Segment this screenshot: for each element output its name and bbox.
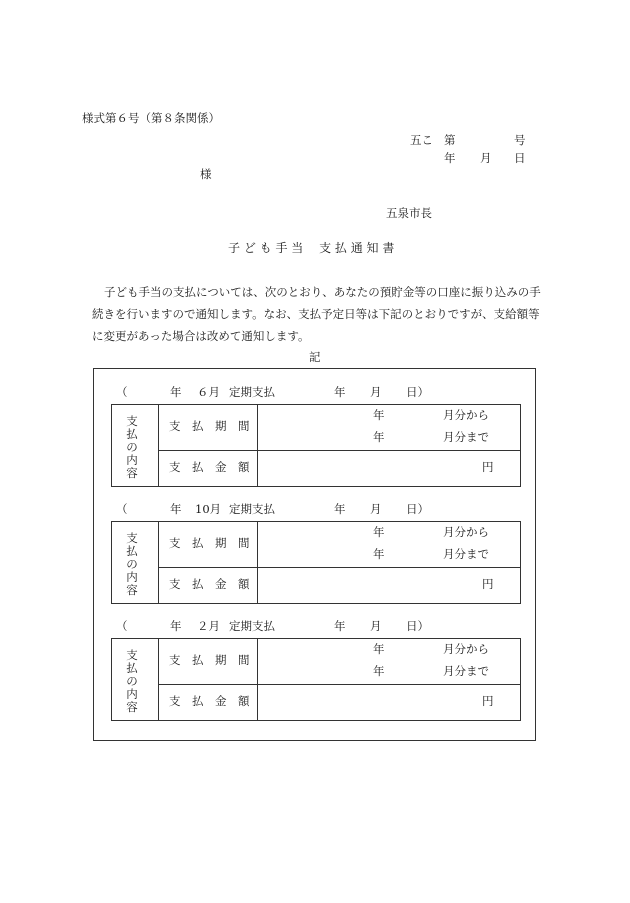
year-label: 年: [170, 619, 182, 633]
date-day-label: 日: [514, 151, 526, 165]
table-divider: [257, 522, 258, 603]
month-label: ６月: [197, 385, 220, 399]
table-divider: [159, 684, 520, 685]
table-divider: [158, 522, 159, 603]
vertical-content-label: 支払の内容: [126, 414, 138, 480]
payment-detail-table: [111, 638, 521, 721]
payment-period-label: 支 払 期 間: [169, 536, 250, 550]
document-title: 子 ど も 手 当 支 払 通 知 書: [228, 241, 395, 255]
body-line-3: に変更があった場合は改めて通知します。: [92, 329, 310, 343]
month-label: 10月: [195, 502, 222, 516]
addressee-suffix: 様: [200, 167, 212, 181]
to-month-label: 月分まで: [443, 430, 489, 444]
payment-amount-label: 支 払 金 額: [169, 460, 250, 474]
to-month-label: 月分まで: [443, 664, 489, 678]
doc-number-suffix: 号: [514, 133, 526, 147]
amount-unit: 円: [482, 460, 494, 474]
from-month-label: 月分から: [443, 642, 489, 656]
from-month-label: 月分から: [443, 525, 489, 539]
form-number: 様式第６号（第８条関係）: [82, 111, 220, 125]
payment-section-june: [94, 387, 537, 487]
payment-period-label: 支 払 期 間: [169, 653, 250, 667]
doc-prefix: 五こ: [410, 133, 433, 147]
vertical-content-label: 支払の内容: [126, 648, 138, 714]
payment-type-label: 定期支払: [229, 502, 275, 516]
pay-year-label: 年: [334, 619, 346, 633]
open-paren: （: [116, 619, 128, 633]
pay-day-label: 日）: [406, 502, 429, 516]
pay-month-label: 月: [370, 619, 382, 633]
to-year-label: 年: [373, 430, 385, 444]
body-line-2: 続きを行いますので通知します。なお、支払予定日等は下記のとおりですが、支給額等: [92, 307, 540, 321]
section-header: [94, 387, 537, 401]
payment-section-october: [94, 504, 537, 604]
amount-unit: 円: [482, 577, 494, 591]
table-divider: [158, 405, 159, 486]
table-divider: [159, 450, 520, 451]
open-paren: （: [116, 502, 128, 516]
payment-period-label: 支 払 期 間: [169, 419, 250, 433]
payment-schedule-frame: [93, 368, 536, 741]
to-year-label: 年: [373, 664, 385, 678]
payment-section-february: [94, 621, 537, 721]
doc-number-label: 第: [444, 133, 456, 147]
table-divider: [159, 567, 520, 568]
year-label: 年: [170, 502, 182, 516]
payment-type-label: 定期支払: [229, 619, 275, 633]
payment-detail-table: [111, 521, 521, 604]
section-header: [94, 504, 537, 518]
table-divider: [158, 639, 159, 720]
year-label: 年: [170, 385, 182, 399]
vertical-content-label: 支払の内容: [126, 531, 138, 597]
section-header: [94, 621, 537, 635]
pay-month-label: 月: [370, 502, 382, 516]
pay-month-label: 月: [370, 385, 382, 399]
date-year-label: 年: [444, 151, 456, 165]
body-line-1: 子ども手当の支払については、次のとおり、あなたの預貯金等の口座に振り込みの手: [104, 285, 541, 299]
pay-year-label: 年: [334, 385, 346, 399]
payment-amount-label: 支 払 金 額: [169, 577, 250, 591]
to-month-label: 月分まで: [443, 547, 489, 561]
from-year-label: 年: [373, 525, 385, 539]
pay-day-label: 日）: [406, 619, 429, 633]
table-divider: [257, 405, 258, 486]
from-month-label: 月分から: [443, 408, 489, 422]
to-year-label: 年: [373, 547, 385, 561]
open-paren: （: [116, 385, 128, 399]
ki-label: 記: [309, 350, 321, 364]
pay-year-label: 年: [334, 502, 346, 516]
date-month-label: 月: [480, 151, 492, 165]
payment-type-label: 定期支払: [229, 385, 275, 399]
from-year-label: 年: [373, 408, 385, 422]
month-label: ２月: [197, 619, 220, 633]
payment-detail-table: [111, 404, 521, 487]
payment-amount-label: 支 払 金 額: [169, 694, 250, 708]
sender-name: 五泉市長: [386, 206, 432, 220]
from-year-label: 年: [373, 642, 385, 656]
table-divider: [257, 639, 258, 720]
pay-day-label: 日）: [406, 385, 429, 399]
amount-unit: 円: [482, 694, 494, 708]
